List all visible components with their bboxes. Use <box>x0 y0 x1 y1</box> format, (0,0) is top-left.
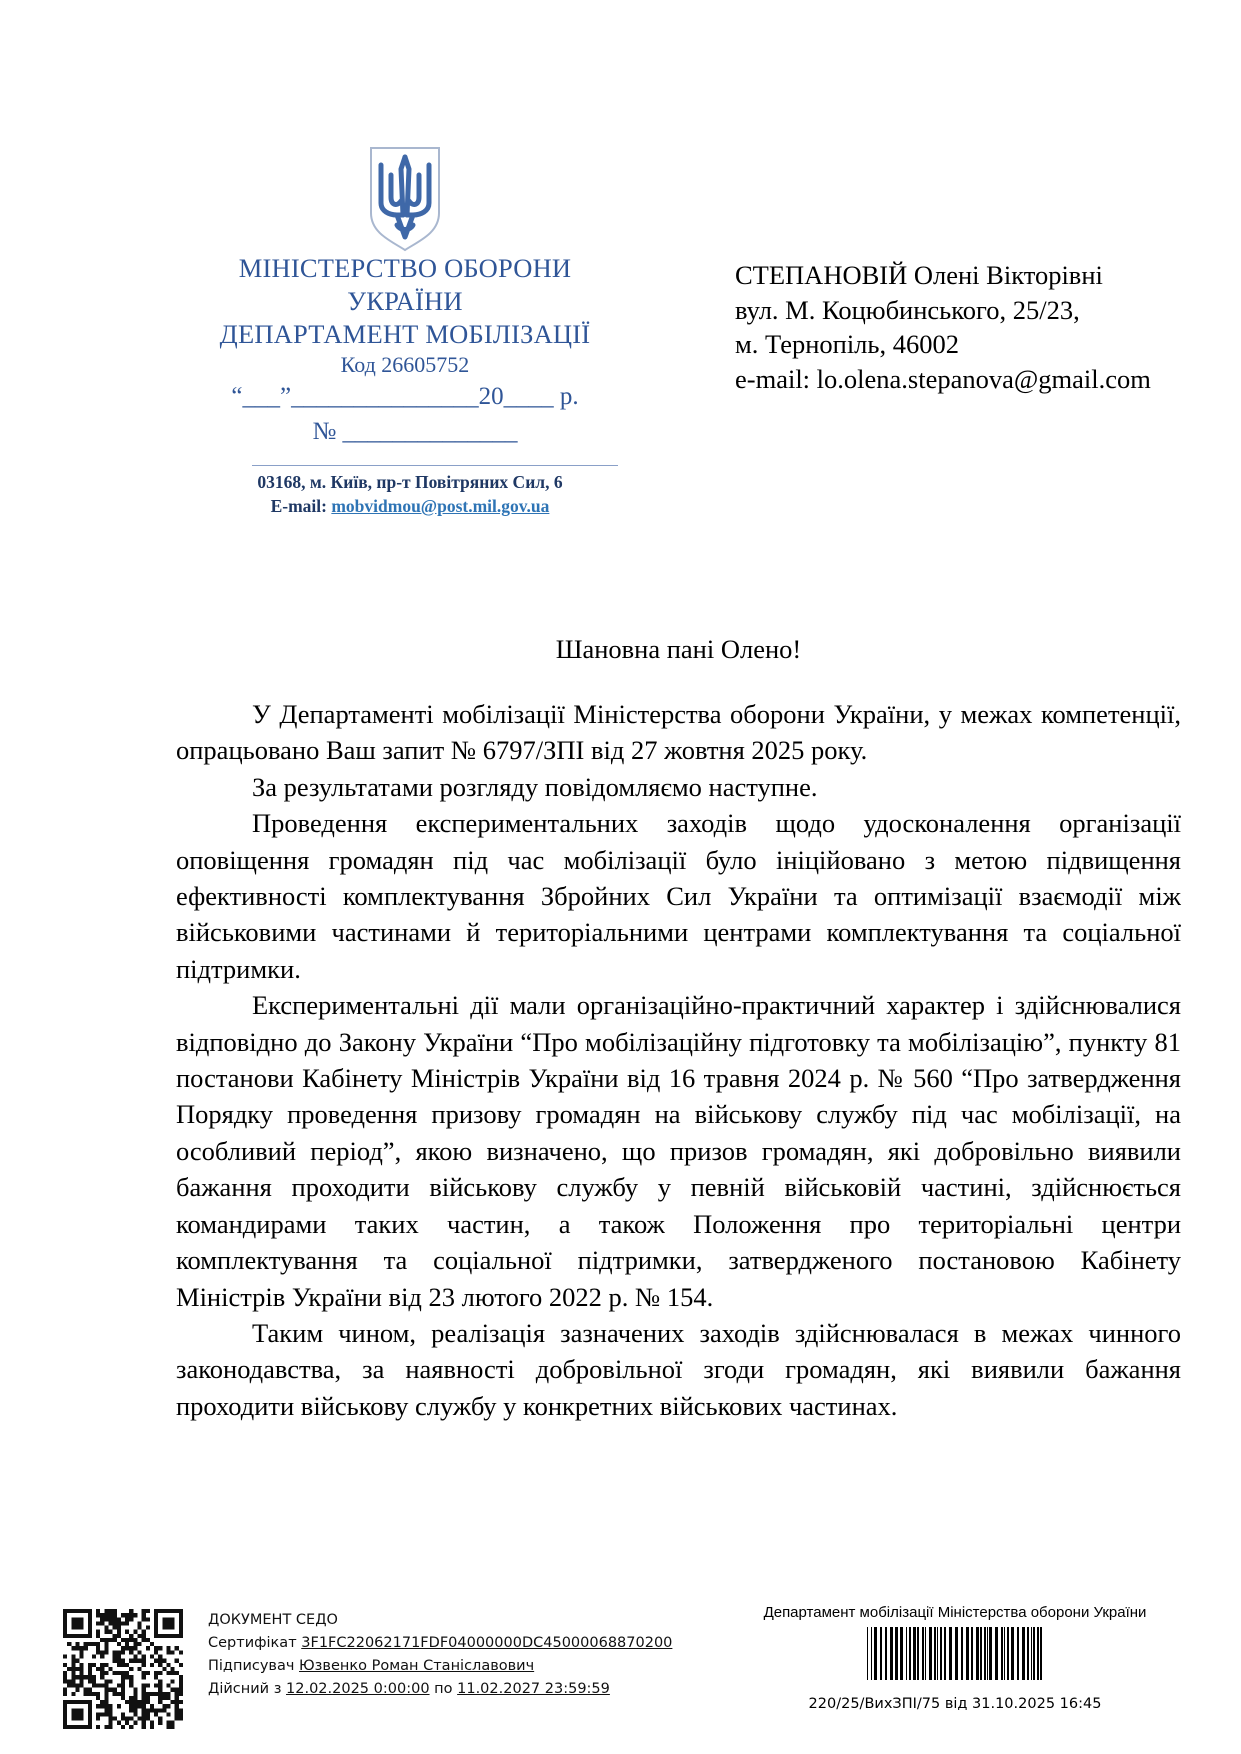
barcode-icon <box>867 1627 1045 1680</box>
email-label: E-mail: <box>270 496 332 516</box>
registration-number: 220/25/ВихЗПІ/75 від 31.10.2025 16:45 <box>808 1696 1102 1712</box>
recipient-email: e-mail: lo.olena.stepanova@gmail.com <box>735 363 1151 394</box>
registration-organization: Департамент мобілізації Міністерства оборони України <box>763 1604 1147 1621</box>
signature-title: ДОКУМЕНТ СЕДО <box>208 1612 338 1628</box>
salutation: Шановна пані Олено! <box>555 634 802 664</box>
paragraph: У Департаменті мобілізації Міністерства оборони України, у межах компетенції, опрацьовано Ваш запит № 6797/ЗПІ від 27 жовтня 2025 року. <box>176 699 1181 766</box>
department-name: ДЕПАРТАМЕНТ МОБІЛІЗАЦІЇ <box>219 319 591 349</box>
recipient-city: м. Тернопіль, 46002 <box>735 329 959 359</box>
ministry-name-line1: МІНІСТЕРСТВО ОБОРОНИ <box>238 253 572 283</box>
certificate-label: Сертифікат <box>208 1635 302 1651</box>
signer-name: Юзвенко Роман Станіславович <box>299 1658 535 1674</box>
recipient-name: СТЕПАНОВІЙ Олені Вікторівні <box>735 260 1103 290</box>
validity-label: Дійсний з <box>208 1681 287 1697</box>
ministry-address: 03168, м. Київ, пр-т Повітряних Сил, 6 <box>257 472 563 492</box>
paragraph: Проведення експериментальних заходів щодо удосконалення організації оповіщення громадян під час мобілізації було ініційовано з метою підвищення ефективності комплектування Збройних Сил України та оптимізації взаємодії між військовими частинами й територіальними центрами комплектування та соціальної підтримки. <box>176 808 1181 984</box>
valid-to: 11.02.2027 23:59:59 <box>457 1681 610 1697</box>
recipient-street: вул. М. Коцюбинського, 25/23, <box>735 294 1080 325</box>
paragraph: Таким чином, реалізація зазначених заходів здійснювалася в межах чинного законодавства, за наявності добровільної згоди громадян, які виявили бажання проходити військову службу у конкретних військових частинах. <box>176 1317 1181 1421</box>
certificate-line <box>208 1632 672 1655</box>
signer-line <box>208 1655 672 1678</box>
paragraph: За результатами розгляду повідомляємо наступне. <box>252 771 818 802</box>
ministry-name-line2: УКРАЇНИ <box>347 286 463 316</box>
letterhead-divider <box>252 465 618 466</box>
paragraph: Експериментальні дії мали організаційно-практичний характер і здійснювалися відповідно до Закону України “Про мобілізаційну підготовку та мобілізацію”, пункту 81 постанови Кабінету Міністрів України від 16 травня 2024 р. № 560 “Про затвердження Порядку проведення призову громадян на військову службу під час мобілізації, на особливий період”, якою визначено, що призов громадян, які добровільно виявили бажання проходити військову службу у певній військовій частині, здійснюється командирами таких частин, а також Положення про територіальні центри комплектування та соціальної підтримки, затвердженого постановою Кабінету Міністрів України від 23 лютого 2022 р. № 154. <box>176 990 1181 1312</box>
ministry-email-line <box>200 494 620 518</box>
letterhead-contacts <box>200 470 620 518</box>
letter-body <box>176 696 1181 1424</box>
valid-from: 12.02.2025 0:00:00 <box>286 1681 430 1697</box>
letterhead <box>180 252 630 450</box>
recipient-block <box>735 258 1215 396</box>
qr-code-icon <box>63 1609 183 1729</box>
number-blank-line: № ______________ <box>312 418 518 445</box>
e-signature-stamp <box>208 1609 672 1701</box>
validity-separator: по <box>429 1681 458 1697</box>
signer-label: Підписувач <box>208 1658 300 1674</box>
organization-code: Код 26605752 <box>340 352 470 377</box>
trident-coat-of-arms-icon <box>367 145 443 253</box>
ministry-email-link[interactable]: mobvidmou@post.mil.gov.ua <box>331 496 550 516</box>
date-blank-line: “___”_______________20____ р. <box>231 383 579 410</box>
certificate-id: 3F1FC22062171FDF04000000DC45000068870200 <box>301 1635 673 1651</box>
validity-line <box>208 1678 672 1701</box>
